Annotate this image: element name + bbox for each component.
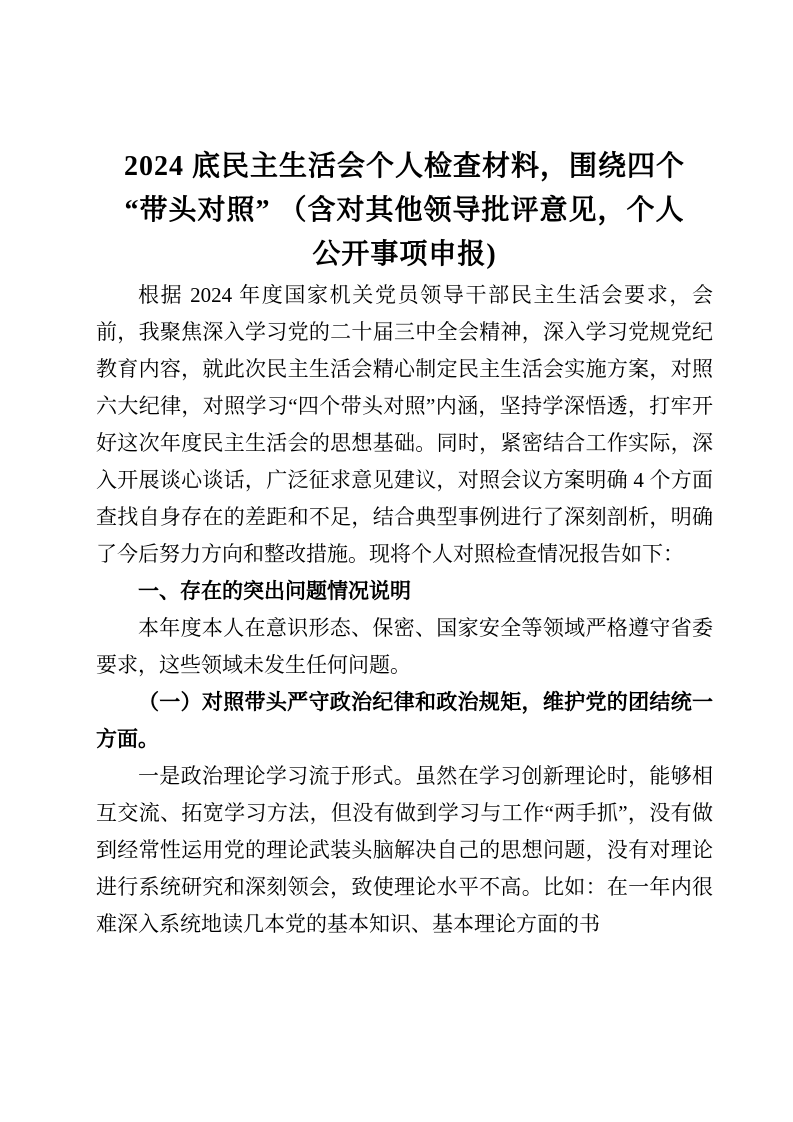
paragraph-intro: 根据 2024 年度国家机关党员领导干部民主生活会要求，会前，我聚焦深入学习党的二十届三中全会精神，深入学习党规党纪教育内容，就此次民主生活会精心制定民主生活会实施方案，对照六大纪律，对照学习“四个带头对照”内涵，坚持学深悟透，打牢开好这次年度民主生活会的思想基础。同时，紧密结合工作实际，深入开展谈心谈话，广泛征求意见建议，对照会议方案明确 4 个方面查找自身存在的差距和不足，结合典型事例进行了深刻剖析，明确了今后努力方向和整改措施。现将个人对照检查情况报告如下： — [96, 283, 713, 566]
document-body — [96, 277, 713, 943]
sub-heading-1-1: （一）对照带头严守政治纪律和政治规矩，维护党的团结统一方面。 — [96, 690, 713, 751]
title-line-3: 公开事项申报) — [312, 239, 497, 270]
paragraph-problem-1: 一是政治理论学习流于形式。虽然在学习创新理论时，能够相互交流、拓宽学习方法，但没有做到学习与工作“两手抓”，没有做到经常性运用党的理论武装头脑解决自己的思想问题，没有对理论进行系统研究和深刻领会，致使理论水平不高。比如：在一年内很难深入系统地读几本党的基本知识、基本理论方面的书 — [96, 764, 713, 936]
title-line-1: 2024 底民主生活会个人检查材料，围绕四个 — [123, 151, 685, 182]
section-heading-1: 一、存在的突出问题情况说明 — [138, 579, 411, 603]
paragraph-compliance-statement: 本年度本人在意识形态、保密、国家安全等领域严格遵守省委要求，这些领域未发生任何问题。 — [96, 616, 713, 677]
title-line-2: “带头对照” （含对其他领导批评意见，个人 — [124, 195, 685, 226]
document-title — [96, 145, 713, 277]
